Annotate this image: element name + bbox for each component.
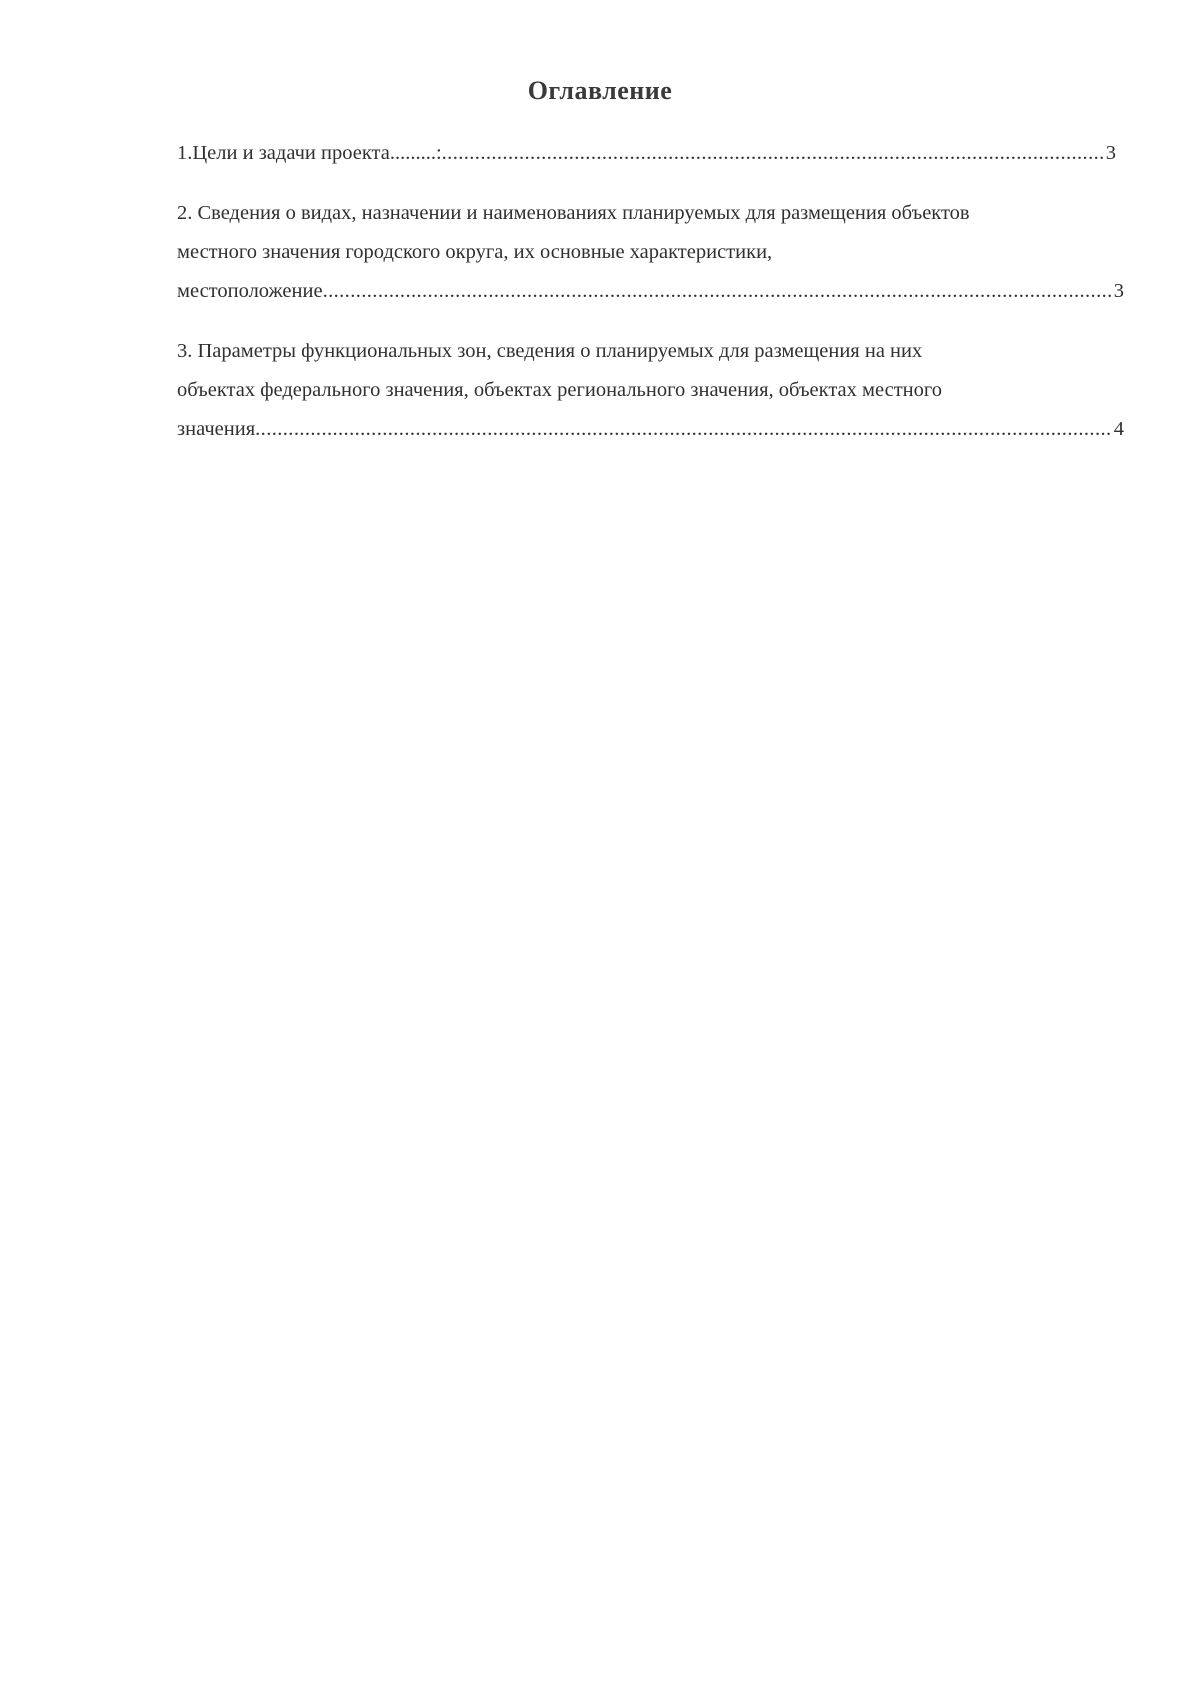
toc-entry-1 — [177, 134, 1124, 173]
toc-entry-2-page-number: 3 — [1113, 280, 1124, 302]
toc-entry-2-line-2: местного значения городского округа, их основные характеристики, — [177, 241, 773, 263]
toc-entry-3-line-1: 3. Параметры функциональных зон, сведения о планируемых для размещения на них — [177, 340, 923, 362]
toc-entry-1-text: 1.Цели и задачи проекта.........: — [177, 142, 442, 164]
dot-leader — [255, 410, 1113, 449]
toc-entry-1-leader-line — [177, 134, 1124, 173]
table-of-contents — [177, 134, 1124, 449]
toc-entry-2-leader-line — [177, 272, 1124, 311]
toc-entry-3-last-text: значения — [177, 418, 256, 440]
toc-heading: Оглавление — [527, 76, 673, 105]
dot-leader — [323, 272, 1113, 311]
toc-entry-3-page-number: 4 — [1113, 418, 1124, 440]
toc-entry-2 — [177, 194, 1124, 311]
toc-entry-3-line-2: объектах федерального значения, объектах регионального значения, объектах местного — [177, 379, 943, 401]
toc-entry-2-last-text: местоположение — [177, 280, 323, 302]
toc-entry-2-line-1: 2. Сведения о видах, назначении и наименованиях планируемых для размещения объектов — [177, 202, 970, 224]
dot-leader — [442, 134, 1105, 173]
toc-entry-1-page-number: 3 — [1105, 142, 1116, 164]
toc-entry-3 — [177, 332, 1124, 449]
toc-entry-3-leader-line — [177, 410, 1124, 449]
